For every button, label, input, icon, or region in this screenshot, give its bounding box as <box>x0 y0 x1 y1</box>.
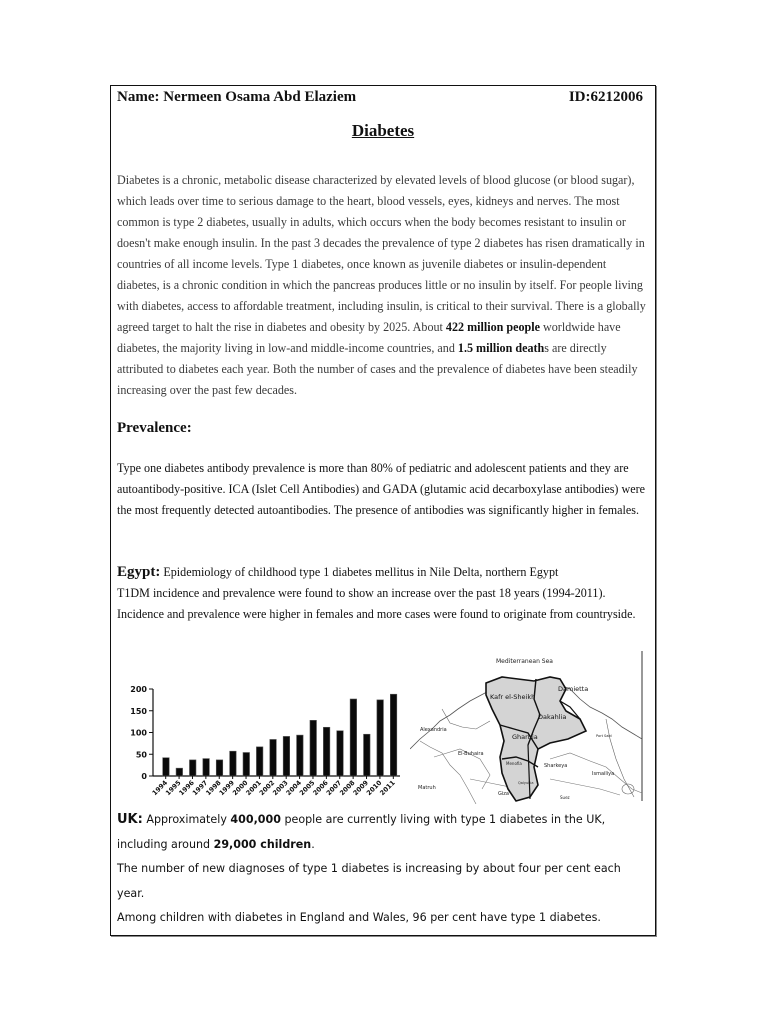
bar-1994 <box>163 758 170 776</box>
student-name: Name: Nermeen Osama Abd Elaziem <box>117 89 357 105</box>
map-label-menofia: Menofia <box>506 761 522 766</box>
x-tick-label: 2011 <box>378 778 397 798</box>
y-tick-label: 0 <box>141 772 147 781</box>
map-label-alexandria: Alexandria <box>420 727 447 733</box>
egypt-section <box>117 562 651 625</box>
highlight-29000-children: 29,000 children <box>213 837 312 851</box>
x-tick-label: 2009 <box>351 778 370 798</box>
x-tick-label: 2010 <box>364 778 384 798</box>
map-label-giza: Giza <box>498 791 509 797</box>
bar-2007 <box>337 731 344 776</box>
bar-2008 <box>350 699 357 776</box>
x-tick-label: 1996 <box>177 778 196 798</box>
bar-1998 <box>216 760 223 776</box>
bar-2003 <box>283 736 290 776</box>
header-row <box>117 89 643 106</box>
highlight-422-million: 422 million people <box>445 320 540 334</box>
student-id: ID:6212006 <box>568 89 643 105</box>
bar-1996 <box>189 760 196 776</box>
incidence-bar-chart <box>115 676 405 806</box>
bar-1997 <box>203 759 210 776</box>
document-page <box>110 85 656 936</box>
egypt-paragraph: T1DM incidence and prevalence were found to show an increase over the past 18 years (1994-2011). Incidence and prevalence were higher in females and more cases were found to originate from countryside. <box>117 586 636 621</box>
bar-2005 <box>310 720 317 776</box>
uk-line-2: The number of new diagnoses of type 1 diabetes is increasing by about four per cent each year. <box>117 862 621 900</box>
x-tick-label: 1994 <box>150 778 170 798</box>
x-tick-label: 1995 <box>164 778 183 798</box>
map-label-kafr: Kafr el-Sheikh <box>490 693 536 701</box>
bar-1999 <box>230 751 237 776</box>
x-tick-label: 1997 <box>190 778 210 798</box>
intro-paragraph: Diabetes is a chronic, metabolic disease characterized by elevated levels of blood glucose (or blood sugar), which leads over time to serious damage to the heart, blood vessels, eyes, kidneys and nerves. The most common is type 2 diabetes, usually in adults, which occurs when the body becomes resistant to insulin or doesn't make enough insulin. In the past 3 decades the prevalence of type 2 diabetes has risen dramatically in countries of all income levels. Type 1 diabetes, once known as juvenile diabetes or insulin-dependent diabetes, is a chronic condition in which the pancreas produces little or no insulin by itself. For people living with diabetes, access to affordable treatment, including insulin, is critical to their survival. There is a globally agreed target to halt the rise in diabetes and obesity by 2025. About 422 million people worldwide have diabetes, the majority living in low-and middle-income countries, and 1.5 million deaths are directly attributed to diabetes each year. Both the number of cases and the prevalence of diabetes have been steadily increasing over the past few decades. <box>117 173 646 397</box>
highlight-400000: 400,000 <box>230 813 281 826</box>
x-tick-label: 2000 <box>230 778 250 798</box>
y-tick-label: 200 <box>130 685 147 694</box>
prevalence-paragraph: Type one diabetes antibody prevalence is more than 80% of pediatric and adolescent patients and they are autoantibody-positive. ICA (Islet Cell Antibodies) and GADA (glutamic acid decarboxylase antibodies) were the most frequently detected autoantibodies. The presence of antibodies was significantly higher in females. <box>117 461 645 517</box>
bar-2000 <box>243 753 250 776</box>
egypt-subtitle: Epidemiology of childhood type 1 diabetes mellitus in Nile Delta, northern Egypt <box>160 565 559 579</box>
map-label-buhaira: El-Buhaira <box>458 751 484 757</box>
prevalence-heading: Prevalence: <box>117 420 192 436</box>
bar-2004 <box>297 735 304 776</box>
y-tick-label: 50 <box>135 750 147 760</box>
x-tick-label: 2001 <box>244 778 263 798</box>
bar-2009 <box>364 734 371 776</box>
bar-2006 <box>323 727 330 776</box>
bar-2001 <box>256 747 263 776</box>
map-label-portsaid: Port Said <box>596 734 612 738</box>
uk-line-3: Among children with diabetes in England and Wales, 96 per cent have type 1 diabetes. <box>117 911 601 924</box>
map-label-qalyubia: Qalyubia <box>518 781 534 785</box>
map-label-suez: Suez <box>560 795 570 800</box>
uk-section: UK: Approximately 400,000 people are currently living with type 1 diabetes in the UK, including around 29,000 children. The number of new diagnoses of type 1 diabetes is increasing by about four per cent each year. Among children with diabetes in England and Wales, 96 per cent have type 1 diabetes. <box>117 808 651 931</box>
egypt-heading: Egypt: <box>117 564 161 580</box>
x-tick-label: 2007 <box>324 778 344 798</box>
x-tick-label: 2004 <box>284 778 303 798</box>
uk-heading: UK: <box>117 812 143 827</box>
map-label-sharkeya: Sharkeya <box>544 763 568 769</box>
bar-2011 <box>390 694 397 776</box>
map-label-ismailiya: Ismailiya <box>592 771 615 777</box>
x-tick-label: 1998 <box>204 778 223 798</box>
map-svg <box>410 649 644 804</box>
bar-2002 <box>270 739 277 776</box>
x-tick-label: 2006 <box>311 778 330 798</box>
nile-delta-map <box>410 649 644 804</box>
y-tick-label: 150 <box>130 706 147 716</box>
bar-1995 <box>176 768 183 776</box>
x-tick-label: 2003 <box>271 778 290 798</box>
highlight-deaths: 1.5 million death <box>457 341 545 355</box>
map-label-damietta: Damietta <box>558 685 589 693</box>
x-tick-label: 2008 <box>338 778 357 798</box>
y-tick-label: 100 <box>130 728 147 738</box>
bar-2010 <box>377 700 384 776</box>
map-label-gharbia: Gharbia <box>512 733 538 741</box>
map-label-matruh: Matruh <box>418 785 436 791</box>
x-tick-label: 2005 <box>297 778 317 798</box>
x-tick-label: 2002 <box>257 778 277 798</box>
page-title: Diabetes <box>351 121 415 140</box>
map-label-sea: Mediterranean Sea <box>496 658 553 665</box>
bar-chart-svg <box>115 676 405 806</box>
x-tick-label: 1999 <box>217 778 237 798</box>
map-label-dakahlia: Dakahlia <box>538 713 567 721</box>
